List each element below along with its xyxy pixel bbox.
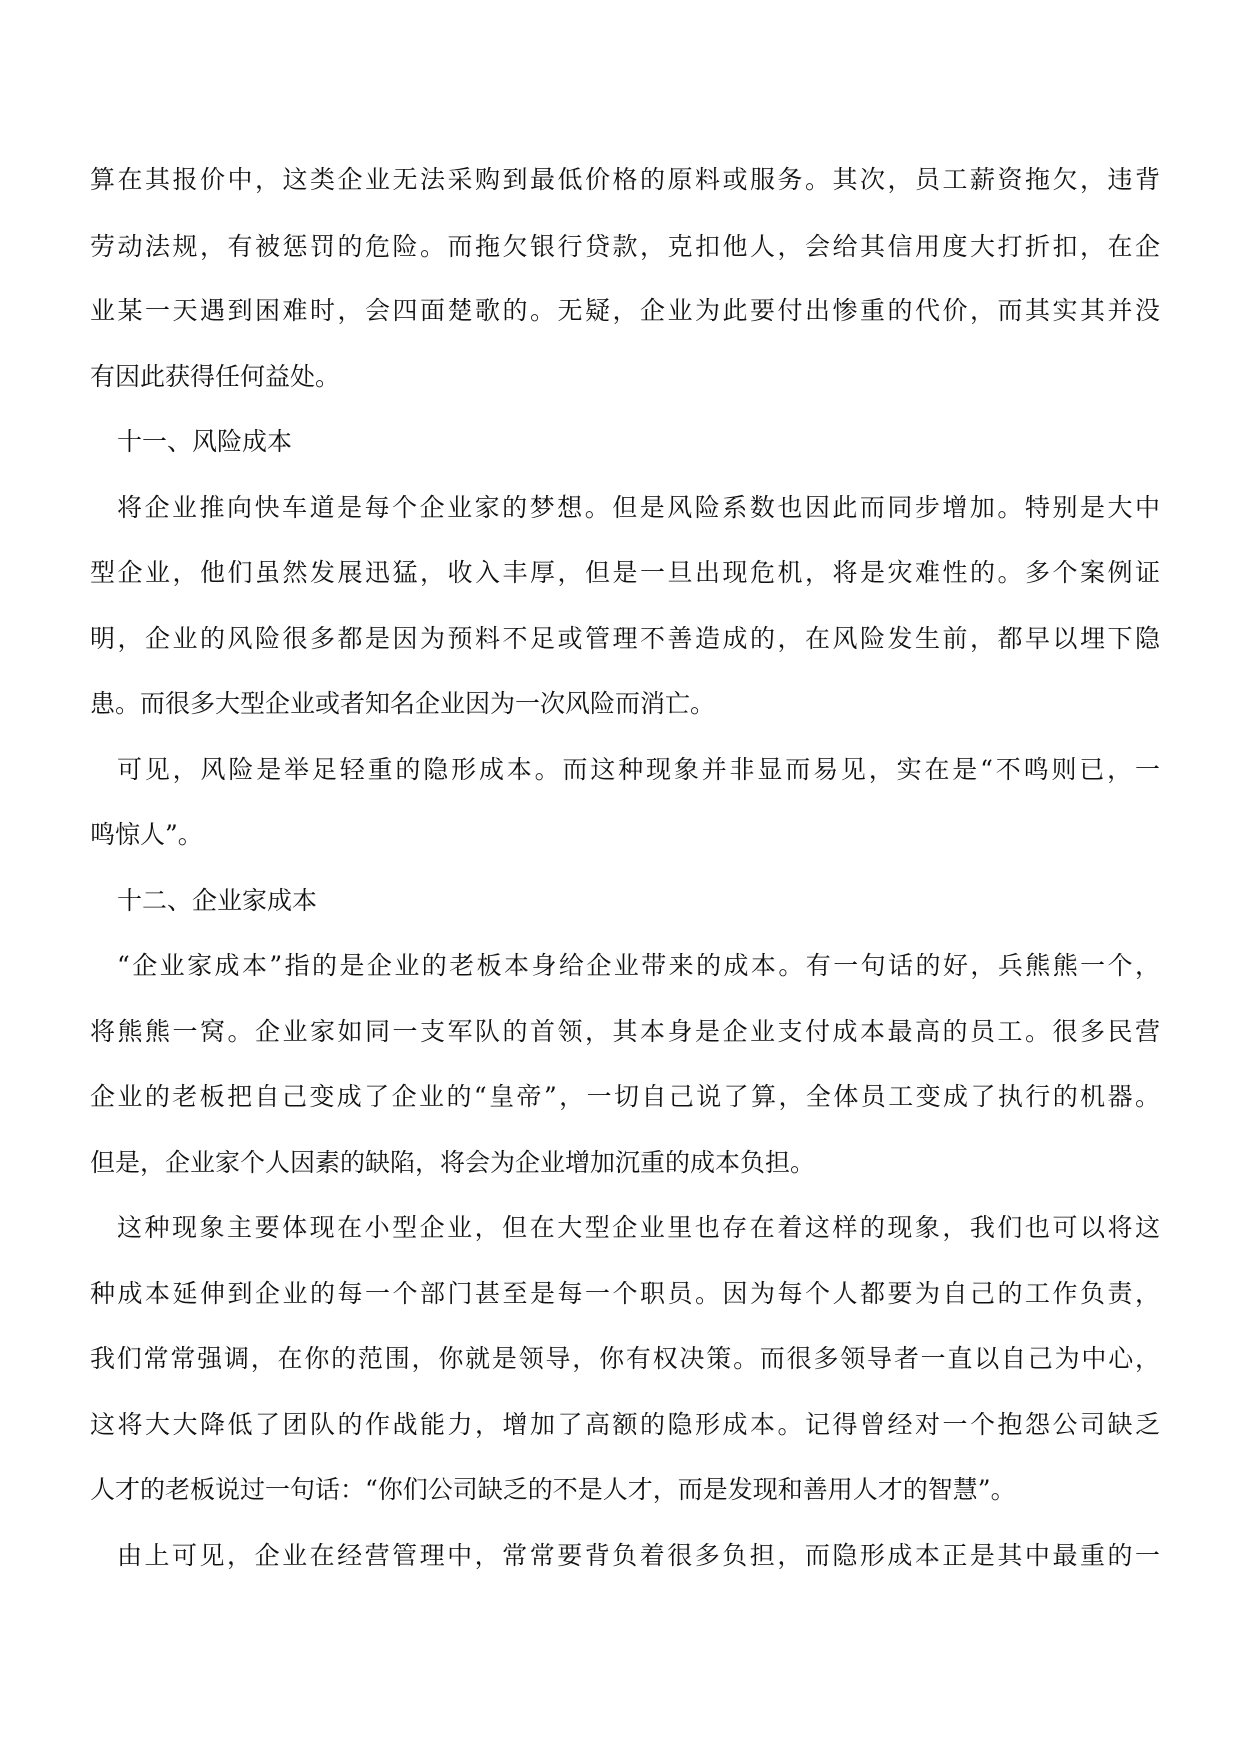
body-text-line: 算在其报价中，这类企业无法采购到最低价格的原料或服务。其次，员工薪资拖欠，违背 xyxy=(90,165,1160,194)
body-text-line: 人才的老板说过一句话：“你们公司缺乏的不是人才，而是发现和善用人才的智慧”。 xyxy=(90,1475,1016,1504)
section-heading: 十二、企业家成本 xyxy=(117,886,318,915)
body-text-line: 这将大大降低了团队的作战能力，增加了高额的隐形成本。记得曾经对一个抱怨公司缺乏 xyxy=(90,1410,1160,1439)
body-text-line: 企业的老板把自己变成了企业的“皇帝”，一切自己说了算，全体员工变成了执行的机器。 xyxy=(90,1082,1160,1111)
body-text-line: 但是，企业家个人因素的缺陷，将会为企业增加沉重的成本负担。 xyxy=(90,1148,816,1177)
body-text-line: 劳动法规，有被惩罚的危险。而拖欠银行贷款，克扣他人，会给其信用度大打折扣，在企 xyxy=(90,232,1160,261)
body-text-line: 明，企业的风险很多都是因为预料不足或管理不善造成的，在风险发生前，都早以埋下隐 xyxy=(90,624,1160,653)
section-heading: 十一、风险成本 xyxy=(117,427,293,456)
body-text-line: 种成本延伸到企业的每一个部门甚至是每一个职员。因为每个人都要为自己的工作负责， xyxy=(90,1279,1160,1308)
body-text-line: 可见，风险是举足轻重的隐形成本。而这种现象并非显而易见，实在是“不鸣则已，一 xyxy=(117,755,1160,784)
body-text-line: 这种现象主要体现在小型企业，但在大型企业里也存在着这样的现象，我们也可以将这 xyxy=(117,1213,1160,1242)
body-text-line: 业某一天遇到困难时，会四面楚歌的。无疑，企业为此要付出惨重的代价，而其实其并没 xyxy=(90,296,1160,325)
body-text-line: 由上可见，企业在经营管理中，常常要背负着很多负担，而隐形成本正是其中最重的一 xyxy=(117,1541,1160,1570)
body-text-line: 我们常常强调，在你的范围，你就是领导，你有权决策。而很多领导者一直以自己为中心， xyxy=(90,1344,1160,1373)
body-text-line: 鸣惊人”。 xyxy=(90,820,203,849)
body-text-line: “企业家成本”指的是企业的老板本身给企业带来的成本。有一句话的好，兵熊熊一个， xyxy=(117,951,1160,980)
body-text-line: 将企业推向快车道是每个企业家的梦想。但是风险系数也因此而同步增加。特别是大中 xyxy=(117,493,1160,522)
body-text-line: 有因此获得任何益处。 xyxy=(90,362,341,391)
body-text-line: 型企业，他们虽然发展迅猛，收入丰厚，但是一旦出现危机，将是灾难性的。多个案例证 xyxy=(90,558,1160,587)
body-text-line: 患。而很多大型企业或者知名企业因为一次风险而消亡。 xyxy=(90,689,716,718)
body-text-line: 将熊熊一窝。企业家如同一支军队的首领，其本身是企业支付成本最高的员工。很多民营 xyxy=(90,1017,1160,1046)
